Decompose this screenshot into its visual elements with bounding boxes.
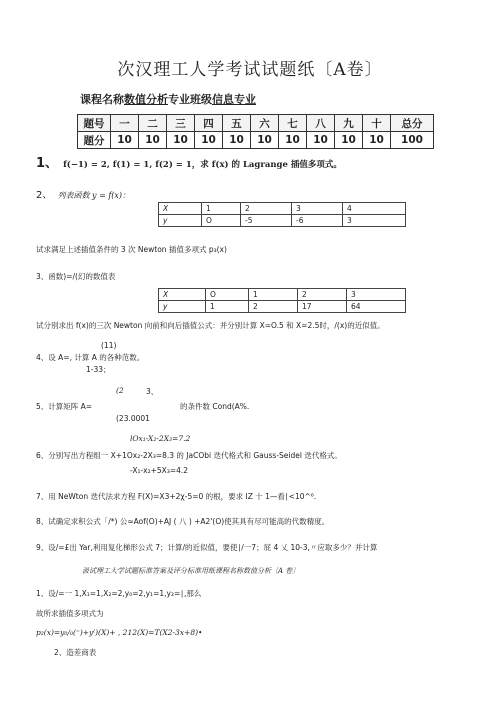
question-2-text: 列表函数 y = f(x)： [57, 191, 131, 200]
question-4: 4、设 A=, 计算 A 的各种范数。 [36, 353, 145, 362]
score-cell: 10 [167, 132, 195, 149]
score-cell: 10 [307, 132, 335, 149]
score-cell: 七 [279, 115, 307, 132]
score-cell: 三 [167, 115, 195, 132]
table-cell: O [206, 289, 249, 301]
table-cell: 3 [347, 289, 406, 301]
table-cell: 2 [249, 301, 298, 313]
question-5-matrix-bottom: (23.0001 [116, 414, 150, 423]
table-cell: 2 [241, 203, 292, 215]
table-cell: -6 [292, 215, 343, 227]
table-cell: y [159, 301, 206, 313]
score-cell: 八 [307, 115, 335, 132]
question-6-eq-1: lOx₁-X₂-2X₃=7.2 [130, 434, 191, 443]
table-cell: 1 [249, 289, 298, 301]
question-6: 6、分别写出方程组一 X+1Ox₂-2X₃=8.3 的 JaCObi 迭代格式和 Gauss-Seidel 迭代格式。 [36, 451, 342, 460]
question-5: 5、计算矩阵 A= [36, 402, 93, 411]
course-info [80, 91, 256, 107]
question-1-number: 1、 [36, 156, 59, 171]
score-cell: 10 [195, 132, 223, 149]
answer-1-formula: p₂(x)=y₀/₀(⁼)+y⁽)(X)+ , 212(X)=T(X2-3x+8)• [36, 628, 203, 637]
score-cell: 十 [363, 115, 391, 132]
function-table-3 [158, 288, 406, 313]
table-row [159, 289, 406, 301]
score-value-row [78, 132, 434, 149]
page-title: 次汉理工人学考试试题纸〔A卷〕 [117, 60, 383, 80]
score-cell: 五 [223, 115, 251, 132]
answer-1: 1、设/=一 1,X₁=1,X₂=2,y₀=2,y₁=1,y₂=∣,那么 [36, 589, 202, 598]
table-cell: X [159, 203, 202, 215]
score-cell: 一 [111, 115, 139, 132]
table-cell: 64 [347, 301, 406, 313]
question-3-body: 试分别求出 f(x)的三次 Newton 向前和向后插值公式：并分别计算 X=O.5 和 X=2.5时，/(x)的近似值。 [36, 321, 385, 330]
question-3: 3、函数)=/(幻的数值表 [36, 272, 116, 281]
table-cell: O [202, 215, 241, 227]
question-5-cond: 的条件数 Cond(A%. [180, 402, 250, 411]
table-cell: 3 [292, 203, 343, 215]
question-2 [36, 183, 130, 202]
table-cell: 4 [343, 203, 406, 215]
table-cell: 2 [298, 289, 347, 301]
question-2-number: 2、 [36, 190, 53, 201]
score-cell: 四 [195, 115, 223, 132]
question-7: 7、用 NeWton 迭代法求方程 F(X)=X3+2χ-5=0 的根，要求 IZ 十 1—看∣<10^⁶. [36, 492, 317, 501]
table-cell: 3 [343, 215, 406, 227]
course-label: 课程名称 [80, 93, 124, 106]
question-2-body: 试求满足上述插值条件的 3 次 Newton 插值多项式 p₃(x) [36, 245, 227, 254]
question-8: 8、试确定求积公式「/*) 公≈Aof(O)+AJ ( 八 ) +A2'(O)使其具有尽可能高的代数精度。 [36, 517, 330, 526]
score-cell: 10 [335, 132, 363, 149]
score-cell: 10 [251, 132, 279, 149]
table-cell: 1 [202, 203, 241, 215]
major-label: 专业班级 [168, 93, 212, 106]
score-cell: 10 [223, 132, 251, 149]
question-4-matrix-bottom: 1-33； [86, 365, 111, 374]
answer-1-b: 故所求插值多项式为 [36, 609, 104, 618]
question-1-text: f(−1) = 2, f(1) = 1, f(2) = 1，求 f(x) 的 Lagrange 插值多项式。 [63, 160, 342, 170]
score-cell: 10 [279, 132, 307, 149]
table-row [159, 203, 406, 215]
function-table-2 [158, 202, 406, 227]
table-row [159, 215, 406, 227]
score-cell: 10 [111, 132, 139, 149]
question-6-eq-3: -X₁-x₂+5X₃=4.2 [130, 466, 189, 475]
question-4-matrix-top: (11) [101, 341, 117, 350]
score-cell: 10 [363, 132, 391, 149]
score-header-row [78, 115, 434, 132]
score-cell: 题分 [78, 132, 111, 149]
table-cell: -5 [241, 215, 292, 227]
major-name: 信息专业 [212, 93, 256, 106]
score-cell: 100 [391, 132, 434, 149]
table-cell: 1 [206, 301, 249, 313]
score-cell: 总分 [391, 115, 434, 132]
table-cell: 17 [298, 301, 347, 313]
score-table [77, 114, 434, 149]
table-cell: X [159, 289, 206, 301]
answer-2: 2、造差商表 [54, 648, 97, 657]
score-cell: 六 [251, 115, 279, 132]
score-cell: 九 [335, 115, 363, 132]
question-5-matrix-top-2: 3、 [146, 387, 159, 396]
score-cell: 二 [139, 115, 167, 132]
question-9: 9、设/=£出 Yar,利用复化梯形公式 7；计算/的近似值，要使∣/一7；屁 4 乂 10-3,〃应取多少？并计算 [36, 543, 378, 552]
score-cell: 题号 [78, 115, 111, 132]
answer-title: 汲试理工大学试题标准答案及评分标准用纸课程名称数值分析〔A 卷〕 [82, 567, 300, 575]
question-1 [36, 152, 342, 171]
course-name: 数值分析 [124, 93, 168, 106]
table-row [159, 301, 406, 313]
question-5-matrix-top: (2 [116, 386, 124, 395]
score-cell: 10 [139, 132, 167, 149]
table-cell: y [159, 215, 202, 227]
